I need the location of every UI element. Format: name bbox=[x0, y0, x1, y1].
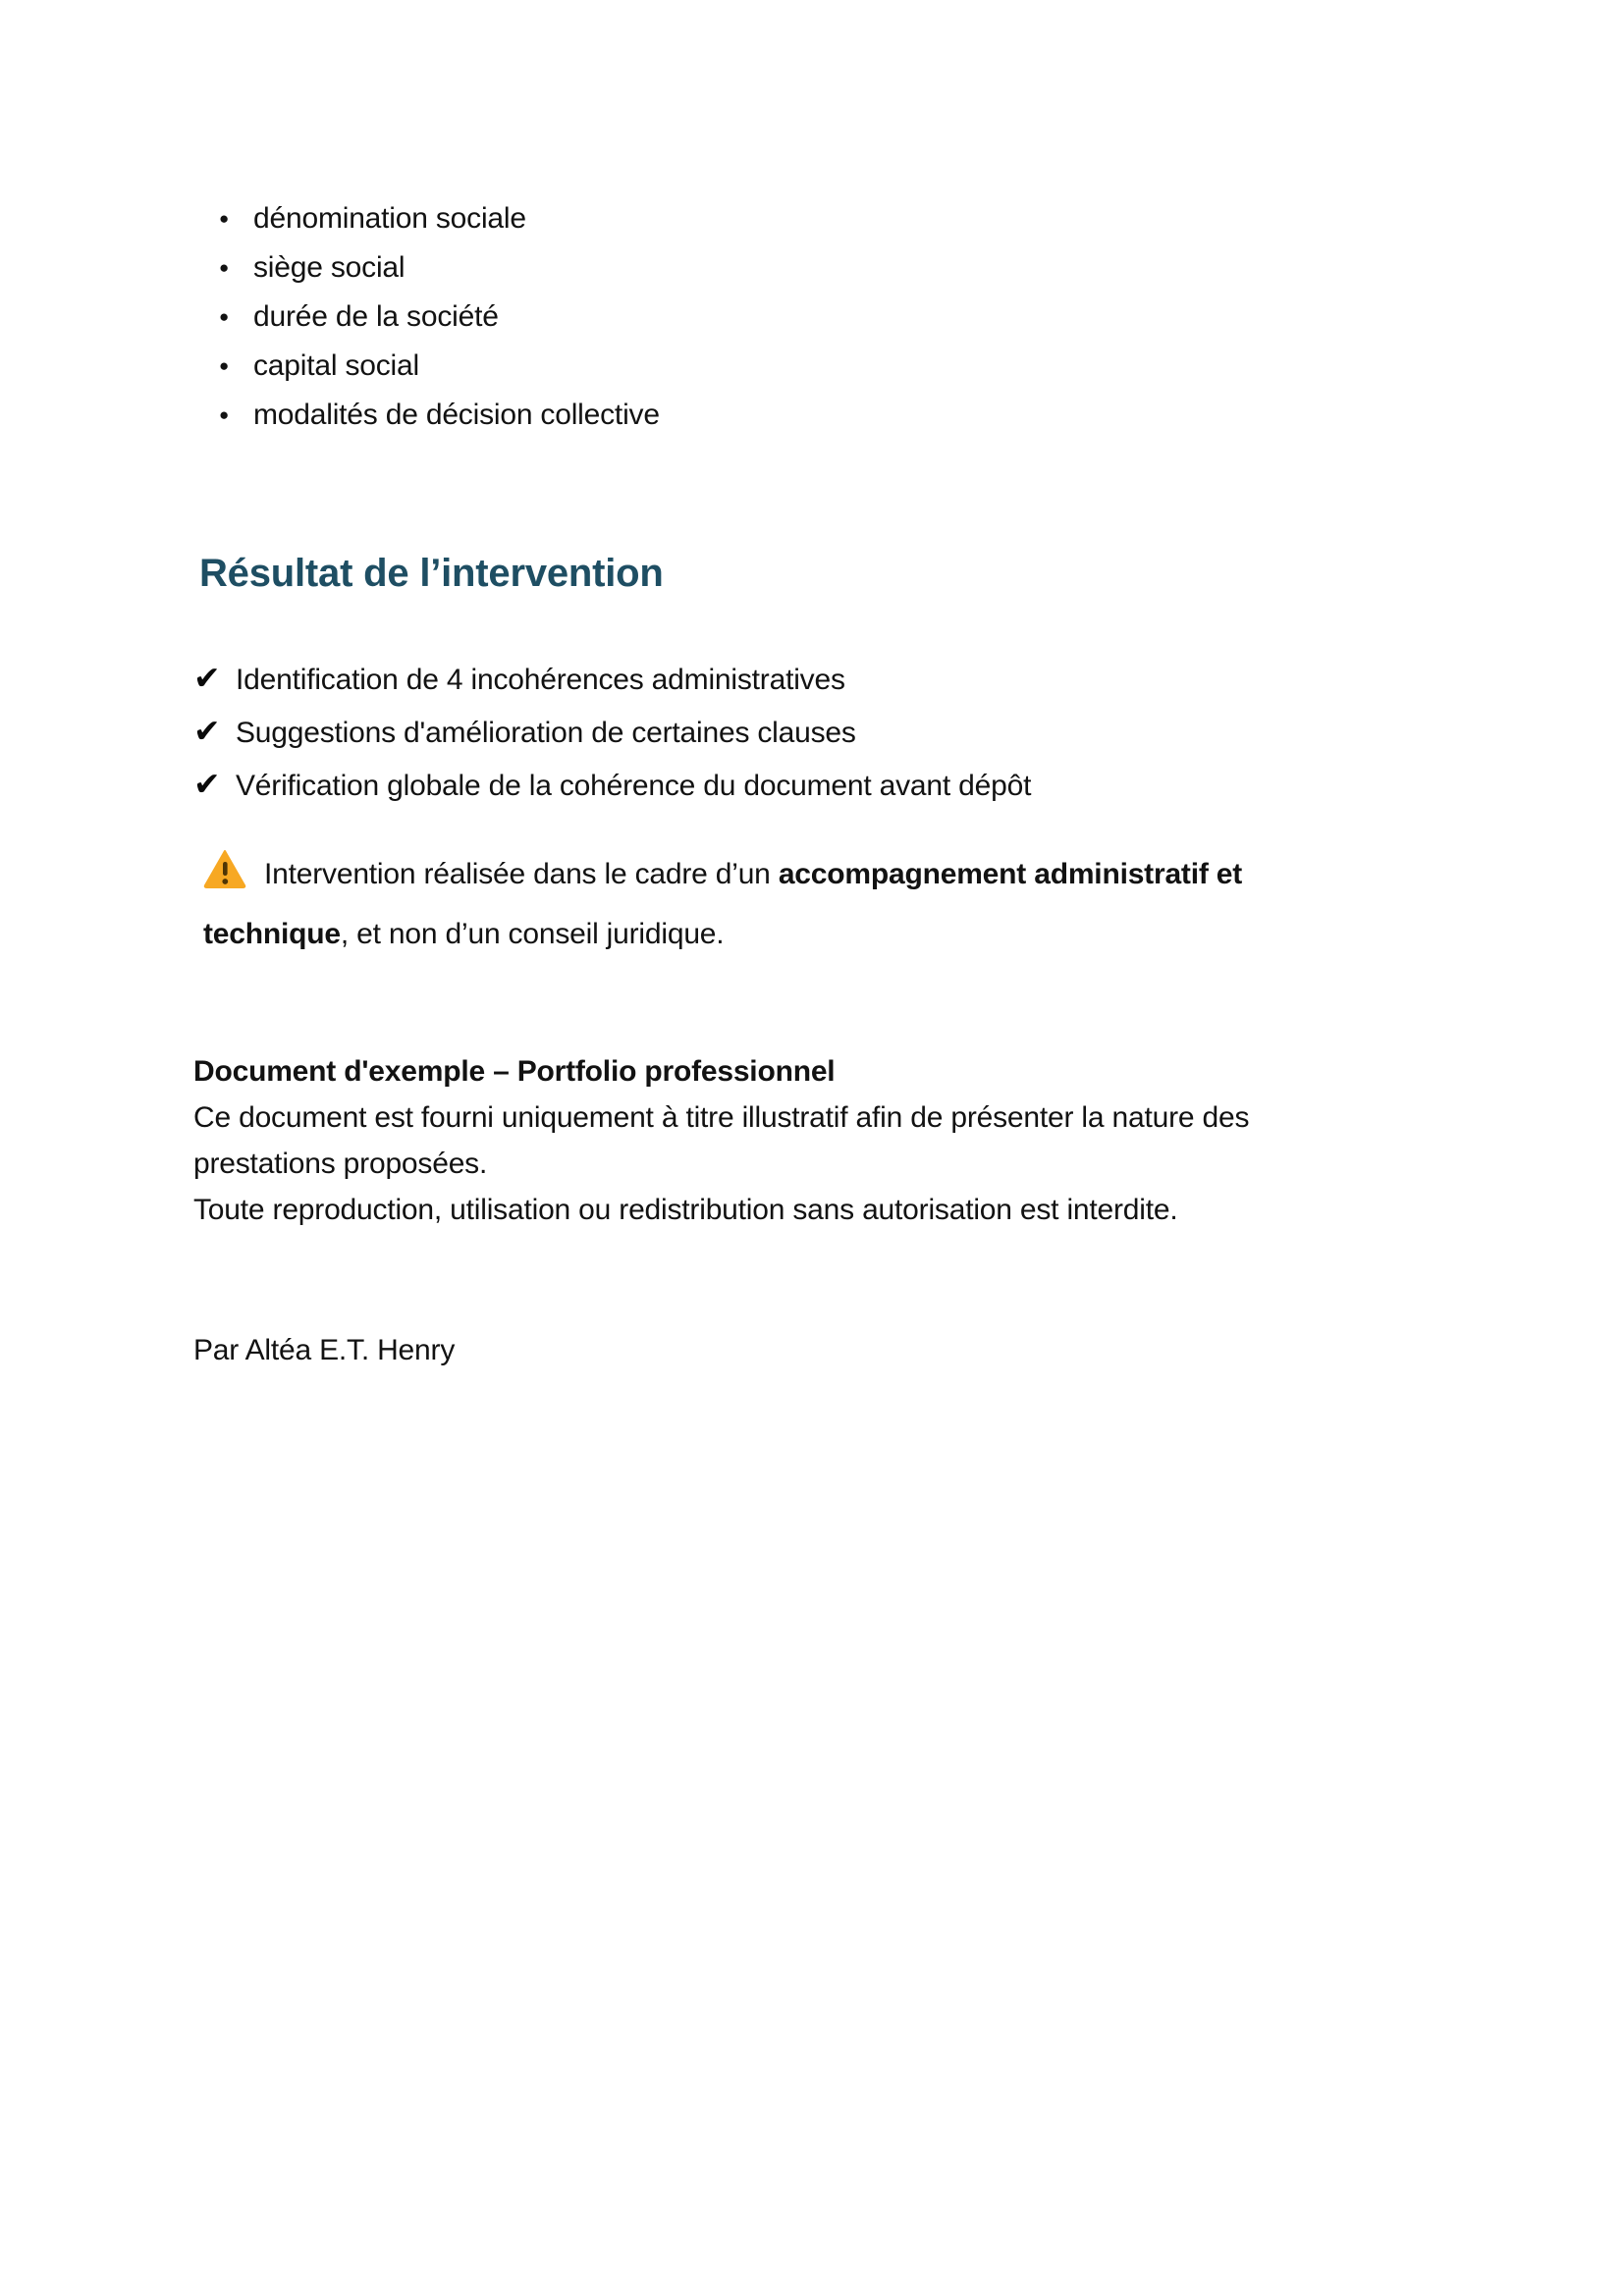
list-item bbox=[193, 391, 1446, 440]
warning-text-bold: accompagnement administratif et bbox=[778, 858, 1243, 890]
bullet-list bbox=[193, 194, 1446, 440]
check-line bbox=[193, 759, 1446, 812]
list-item bbox=[193, 293, 1446, 342]
bullet-icon: ● bbox=[219, 405, 230, 424]
check-label: Vérification globale de la cohérence du document avant dépôt bbox=[236, 770, 1032, 802]
list-item bbox=[193, 243, 1446, 293]
warning-note bbox=[193, 847, 1446, 962]
check-label: Suggestions d'amélioration de certaines clauses bbox=[236, 717, 856, 749]
checkmark-icon: ✔ bbox=[193, 766, 221, 802]
check-line bbox=[193, 706, 1446, 759]
warning-text-regular: , et non d’un conseil juridique. bbox=[340, 918, 725, 950]
warning-text-regular: Intervention réalisée dans le cadre d’un bbox=[264, 858, 779, 890]
disclaimer-line: prestations proposées. bbox=[193, 1148, 488, 1180]
list-item bbox=[193, 342, 1446, 391]
bullet-icon: ● bbox=[219, 356, 230, 375]
disclaimer-title: Document d'exemple – Portfolio professionnel bbox=[193, 1055, 836, 1088]
bullet-item-label: dénomination sociale bbox=[253, 202, 526, 235]
bullet-item-label: durée de la société bbox=[253, 300, 499, 333]
check-line bbox=[193, 653, 1446, 706]
warning-icon bbox=[203, 863, 246, 895]
disclaimer-line: Toute reproduction, utilisation ou redistribution sans autorisation est interdite. bbox=[193, 1194, 1178, 1226]
author-byline: Par Altéa E.T. Henry bbox=[193, 1334, 456, 1366]
bullet-item-label: capital social bbox=[253, 349, 419, 382]
section-title: Résultat de l’intervention bbox=[199, 552, 664, 595]
check-label: Identification de 4 incohérences administratives bbox=[236, 664, 845, 696]
list-item bbox=[193, 194, 1446, 243]
warning-text-bold: technique bbox=[203, 918, 341, 950]
bullet-icon: ● bbox=[219, 307, 230, 326]
disclaimer-block bbox=[193, 1048, 1446, 1233]
checklist bbox=[193, 653, 1446, 812]
disclaimer-line: Ce document est fourni uniquement à titre illustratif afin de présenter la nature des bbox=[193, 1101, 1250, 1134]
bullet-item-label: siège social bbox=[253, 251, 406, 284]
bullet-item-label: modalités de décision collective bbox=[253, 399, 660, 431]
bullet-icon: ● bbox=[219, 258, 230, 277]
checkmark-icon: ✔ bbox=[193, 660, 221, 696]
bullet-icon: ● bbox=[219, 209, 230, 228]
checkmark-icon: ✔ bbox=[193, 713, 221, 749]
